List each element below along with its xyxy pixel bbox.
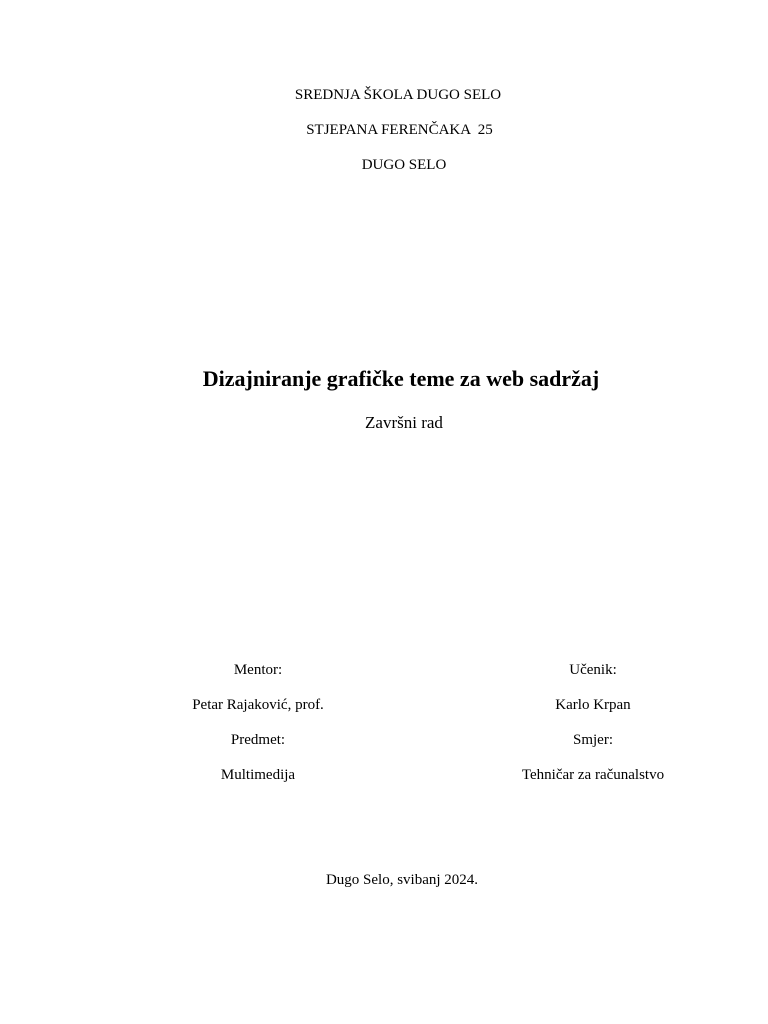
track-name: Tehničar za računalstvo — [521, 767, 665, 783]
student-label: Učenik: — [569, 662, 617, 678]
track-label: Smjer: — [573, 732, 613, 748]
school-name: SREDNJA ŠKOLA DUGO SELO — [294, 87, 502, 103]
thesis-type: Završni rad — [365, 413, 443, 432]
school-city: DUGO SELO — [361, 157, 447, 173]
mentor-name: Petar Rajaković, prof. — [192, 697, 324, 713]
place-and-date: Dugo Selo, svibanj 2024. — [325, 872, 479, 888]
school-address: STJEPANA FERENČAKA 25 — [306, 122, 493, 138]
subject-label: Predmet: — [230, 732, 286, 748]
mentor-label: Mentor: — [233, 662, 283, 678]
thesis-title: Dizajniranje grafičke teme za web sadržaj — [202, 366, 600, 391]
student-name: Karlo Krpan — [555, 697, 631, 713]
subject-name: Multimedija — [220, 767, 296, 783]
